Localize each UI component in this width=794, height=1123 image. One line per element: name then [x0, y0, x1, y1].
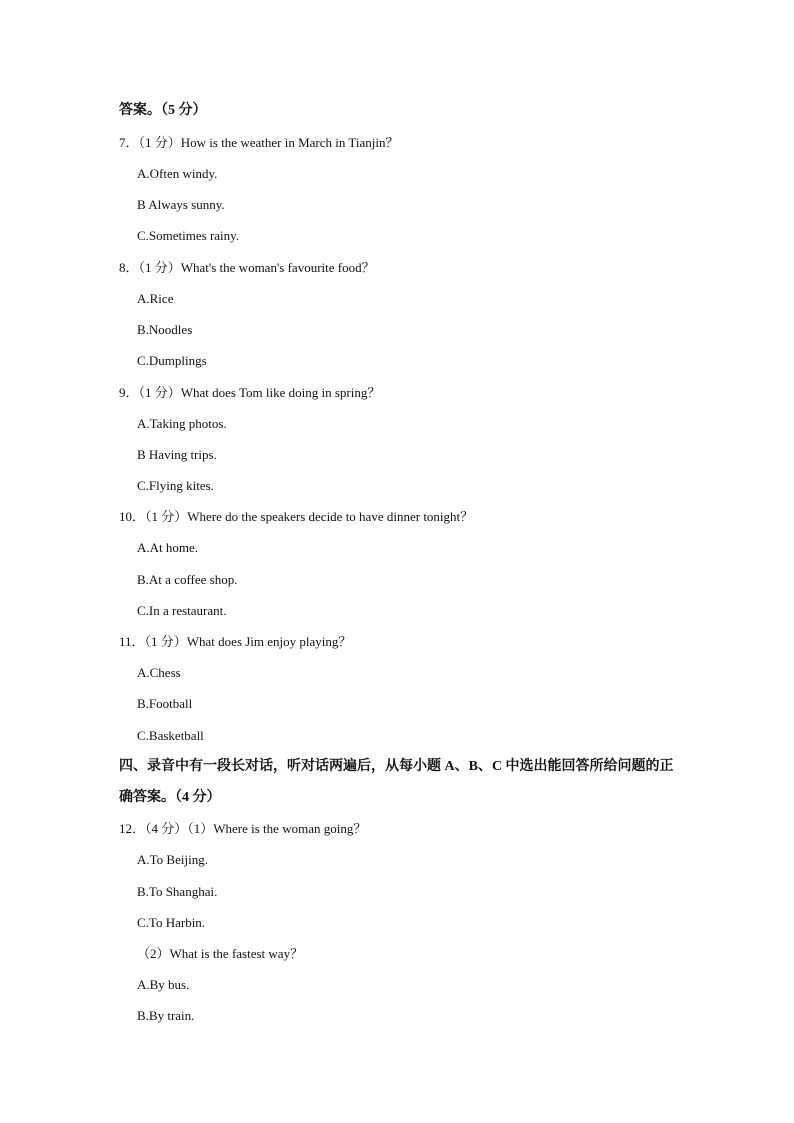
question-8-stem: 8．（1 分）What's the woman's favourite food？: [119, 260, 375, 275]
question-10-option-a: A.At home.: [137, 540, 199, 555]
question-10-option-b: B.At a coffee shop.: [137, 572, 238, 587]
section-4-heading-line1: 四、录音中有一段长对话，听对话两遍后，从每小题 A、B、C 中选出能回答所给问题的正: [119, 759, 674, 774]
question-11-option-a: A.Chess: [137, 665, 181, 680]
question-9-option-b: B Having trips.: [137, 447, 217, 462]
question-8-option-b: B.Noodles: [137, 322, 193, 337]
question-11-option-b: B.Football: [137, 696, 193, 711]
question-12-2-option-b: B.By train.: [137, 1008, 195, 1023]
question-9-stem: 9．（1 分）What does Tom like doing in spring？: [119, 385, 381, 400]
question-8-option-c: C.Dumplings: [137, 353, 207, 368]
question-11-option-c: C.Basketball: [137, 728, 204, 743]
question-12-1-option-c: C.To Harbin.: [137, 915, 206, 930]
section3-tail: 答案。（5 分）: [119, 103, 207, 118]
question-7-stem: 7．（1 分）How is the weather in March in Tianjin？: [119, 135, 399, 150]
question-7-option-b: B Always sunny.: [137, 197, 225, 212]
question-10-option-c: C.In a restaurant.: [137, 603, 227, 618]
question-7-option-a: A.Often windy.: [137, 166, 218, 181]
question-11-stem: 11．（1 分）What does Jim enjoy playing？: [119, 634, 352, 649]
question-7-option-c: C.Sometimes rainy.: [137, 228, 240, 243]
question-12-2-option-a: A.By bus.: [137, 977, 190, 992]
question-10-stem: 10．（1 分）Where do the speakers decide to have dinner tonight？: [119, 509, 474, 524]
question-12-1-option-a: A.To Beijing.: [137, 852, 208, 867]
question-8-option-a: A.Rice: [137, 291, 174, 306]
question-9-option-a: A.Taking photos.: [137, 416, 227, 431]
question-12-1-option-b: B.To Shanghai.: [137, 884, 218, 899]
section-4-heading-line2: 确答案。（4 分）: [119, 790, 221, 805]
question-12-2-stem: （2）What is the fastest way？: [137, 946, 304, 961]
question-12-stem: 12．（4 分）（1）Where is the woman going？: [119, 821, 367, 836]
question-9-option-c: C.Flying kites.: [137, 478, 214, 493]
